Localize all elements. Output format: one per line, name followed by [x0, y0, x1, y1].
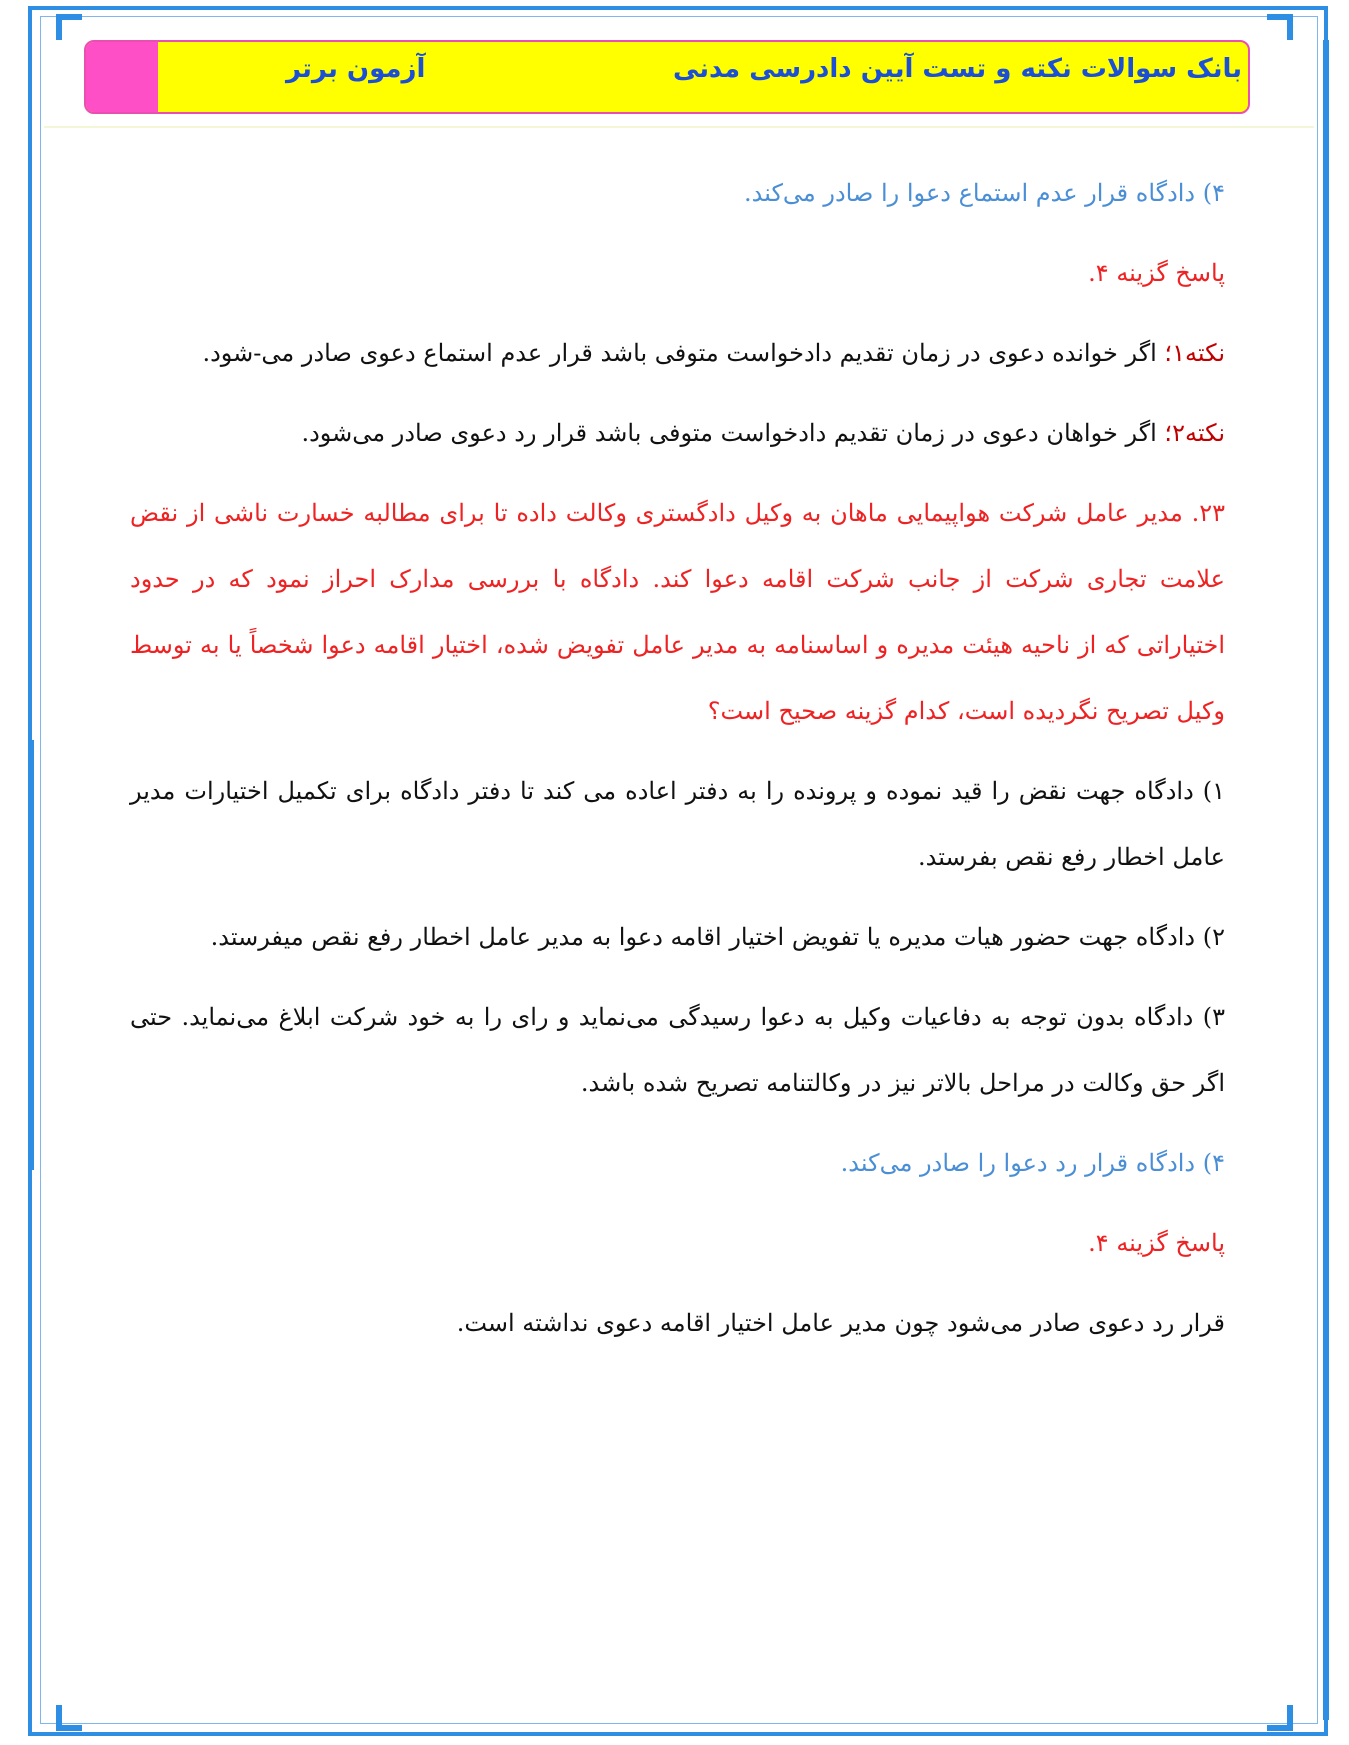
header-brand: آزمون برتر — [286, 54, 426, 84]
document-body — [130, 160, 1225, 1370]
frame-side-bar-left — [28, 740, 34, 1170]
page-header-banner — [84, 40, 1250, 114]
header-accent-block — [86, 42, 158, 112]
previous-option-4: ۴) دادگاه قرار عدم استماع دعوا را صادر می‌کند. — [744, 179, 1225, 207]
option-1: ۱) دادگاه جهت نقض را قید نموده و پرونده را به دفتر اعاده می کند تا دفتر دادگاه برای تکمیل اختیارات مدیر عامل اخطار رفع نقص بفرستد. — [130, 777, 1225, 871]
frame-side-bar-right — [1323, 40, 1329, 1720]
frame-corner-top-right — [1267, 14, 1293, 40]
note-2 — [130, 400, 1225, 466]
note-1-text: اگر خوانده دعوی در زمان تقدیم دادخواست متوفی باشد قرار عدم استماع دعوی صادر می-شود. — [202, 339, 1165, 367]
note-2-text: اگر خواهان دعوی در زمان تقدیم دادخواست متوفی باشد قرار رد دعوی صادر می‌شود. — [301, 419, 1165, 447]
explanation: قرار رد دعوی صادر می‌شود چون مدیر عامل اختیار اقامه دعوی نداشته است. — [456, 1309, 1225, 1337]
frame-corner-bottom-left — [56, 1705, 82, 1731]
option-2: ۲) دادگاه جهت حضور هیات مدیره یا تفویض اختیار اقامه دعوا به مدیر عامل اخطار رفع نقص میفرستد. — [210, 923, 1225, 951]
note-1-label: نکته۱؛ — [1164, 339, 1225, 367]
option-3: ۳) دادگاه بدون توجه به دفاعیات وکیل به دعوا رسیدگی می‌نماید و رای را به خود شرکت ابلاغ می‌نماید. حتی اگر حق وکالت در مراحل بالاتر نیز در وکالتنامه تصریح شده باشد. — [130, 1003, 1225, 1097]
question-23: ۲۳. مدیر عامل شرکت هواپیمایی ماهان به وکیل دادگستری وکالت داده تا برای مطالبه خسارت ناشی از نقض علامت تجاری شرکت از جانب شرکت اقامه دعوا کند. دادگاه با بررسی مدارک احراز نمود که در حدود اختیاراتی که از ناحیه هیئت مدیره و اساسنامه به مدیر عامل تفویض شده، اختیار اقامه دعوا شخصاً یا به توسط وکیل تصریح نگردیده است، کدام گزینه صحیح است؟ — [130, 499, 1225, 725]
note-2-label: نکته۲؛ — [1164, 419, 1225, 447]
note-1 — [130, 320, 1225, 386]
header-divider — [44, 126, 1314, 128]
answer-label-1: پاسخ گزینه ۴. — [1088, 259, 1225, 287]
frame-corner-top-left — [56, 14, 82, 40]
header-title: بانک سوالات نکته و تست آیین دادرسی مدنی — [672, 54, 1242, 84]
frame-corner-bottom-right — [1267, 1705, 1293, 1731]
answer-label-2: پاسخ گزینه ۴. — [1088, 1229, 1225, 1257]
option-4: ۴) دادگاه قرار رد دعوا را صادر می‌کند. — [840, 1149, 1225, 1177]
